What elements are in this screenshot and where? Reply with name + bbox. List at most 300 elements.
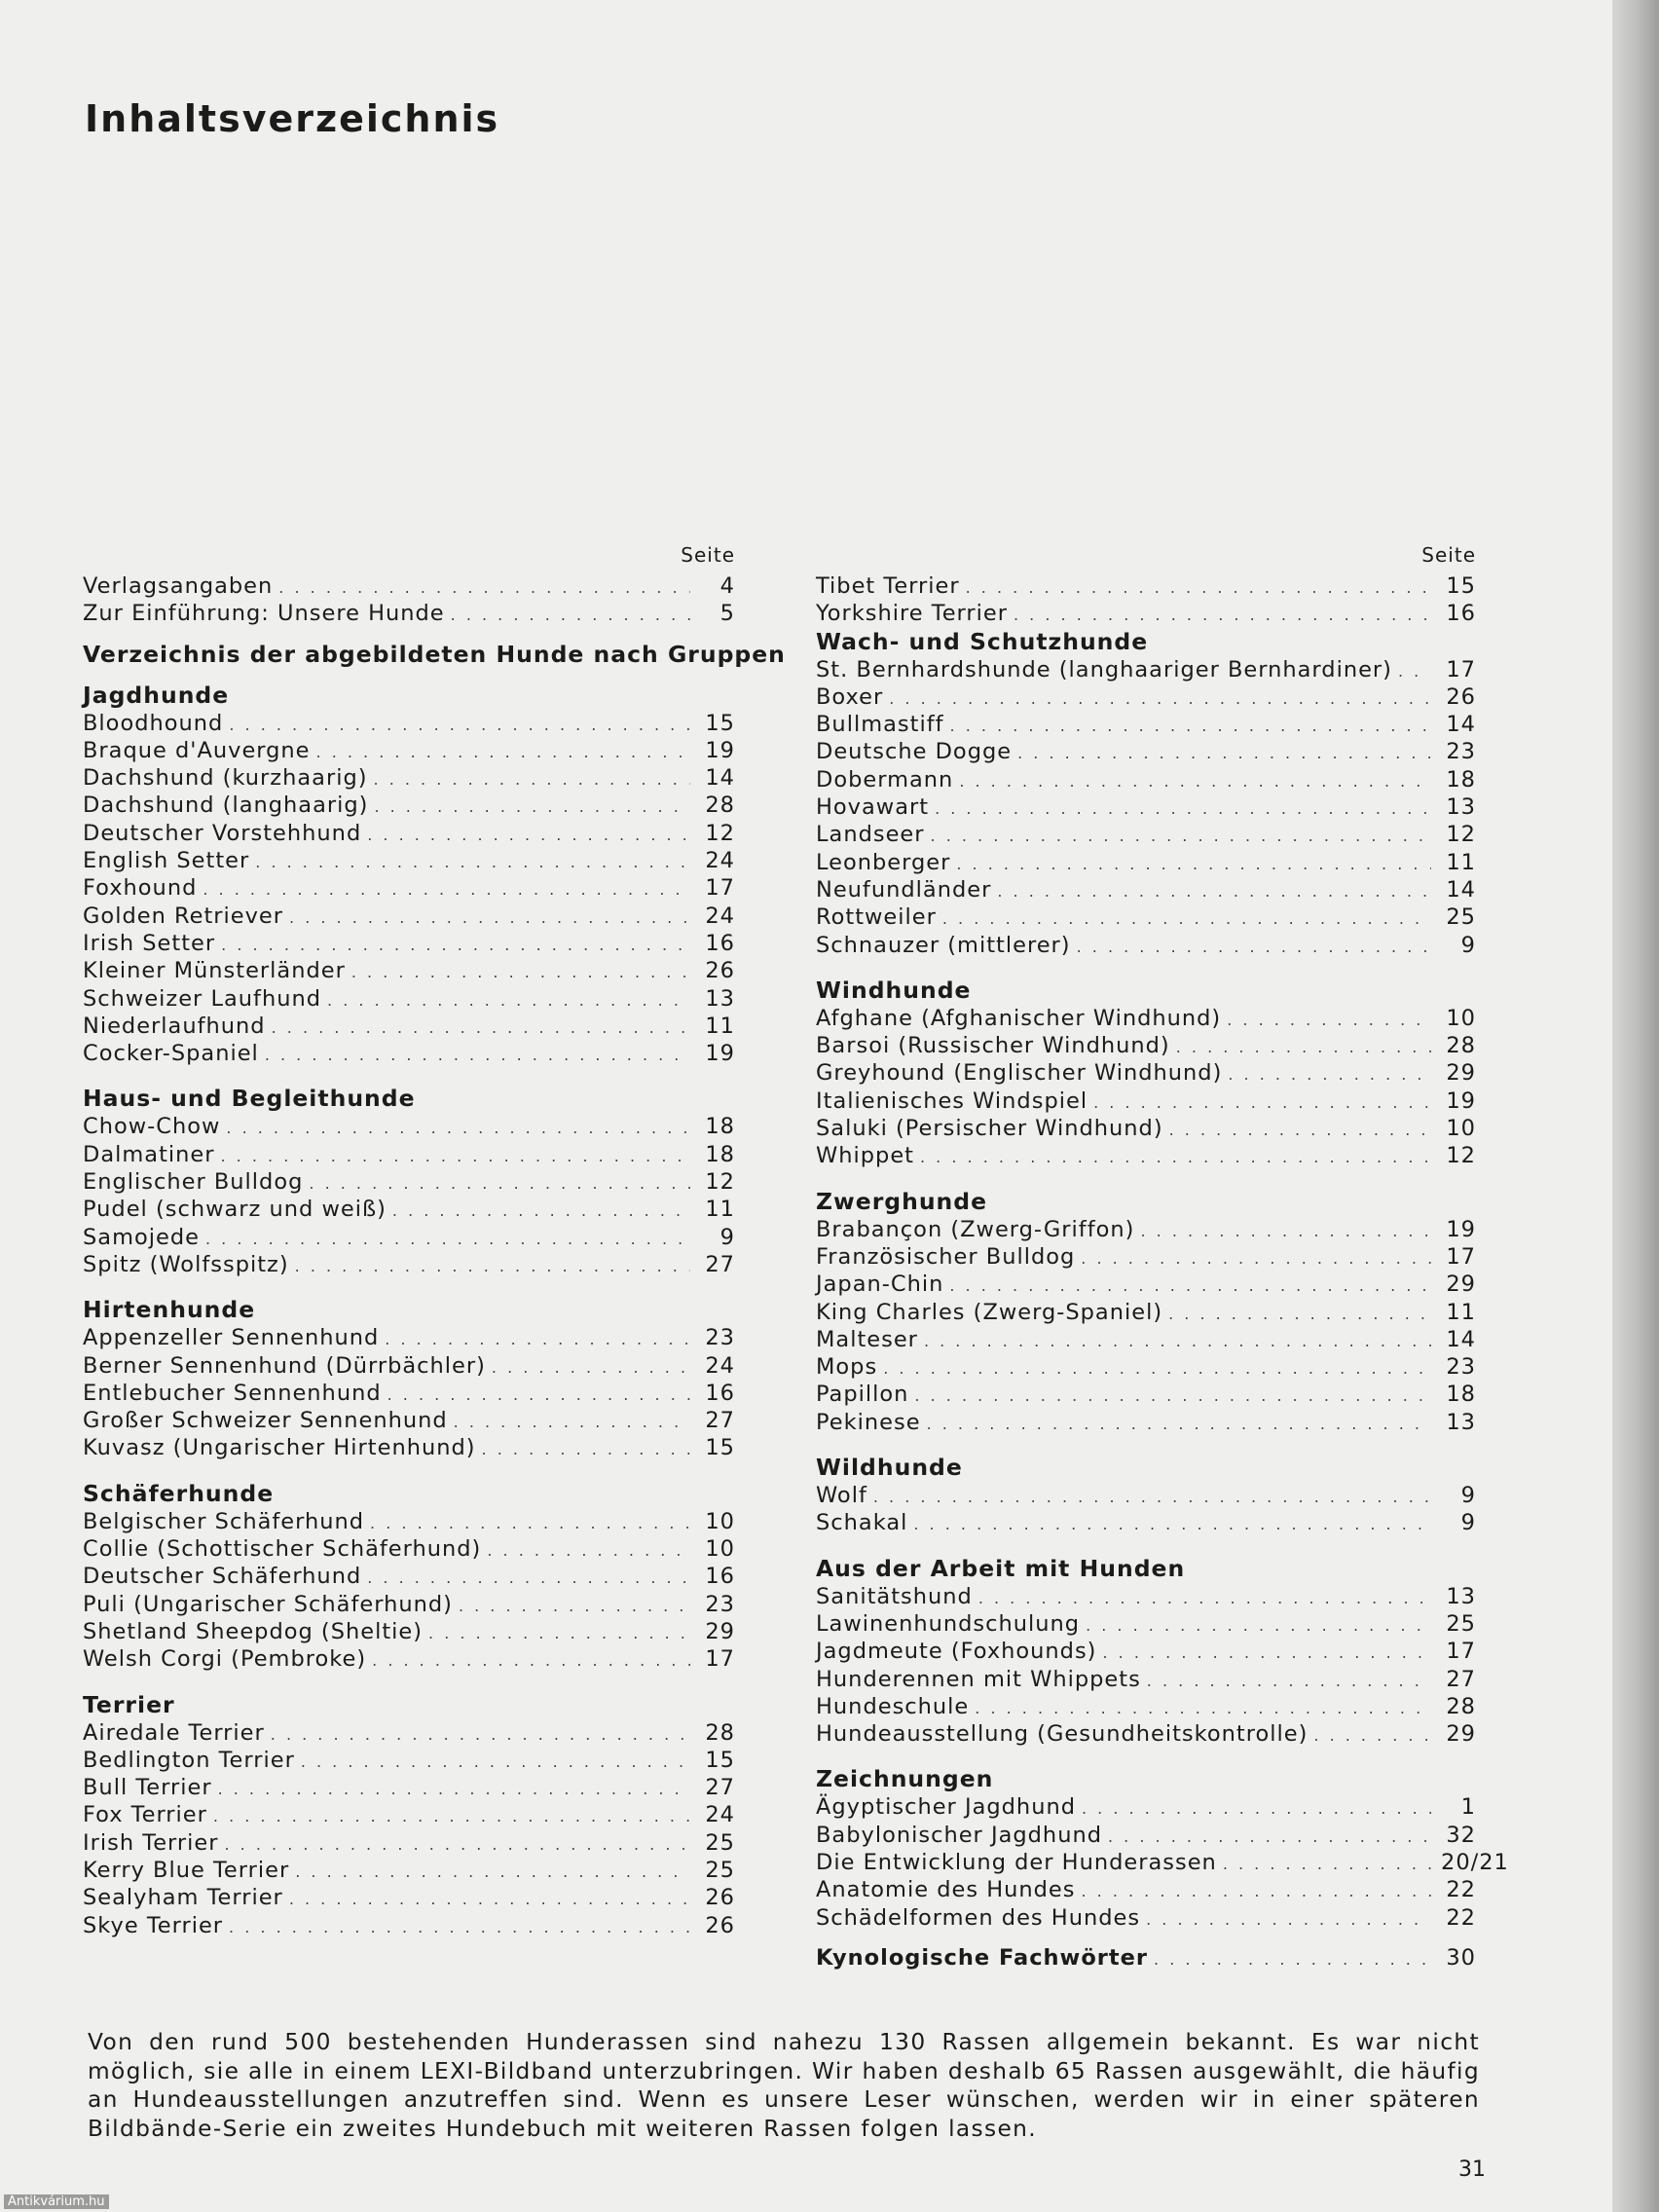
leader-dots [374, 766, 690, 793]
leader-dots [370, 1510, 690, 1537]
leader-dots [914, 1382, 1431, 1410]
toc-entry-label: Braque d'Auvergne [83, 737, 311, 763]
toc-entry-label: Puli (Ungarischer Schäferhund) [83, 1591, 453, 1617]
toc-entry[interactable] [816, 1693, 1476, 1720]
leader-dots [1081, 1245, 1431, 1272]
toc-entry-page: 27 [705, 1251, 735, 1277]
toc-entry-label: Berner Sennenhund (Dürrbächler) [83, 1352, 486, 1379]
leader-dots [372, 1647, 690, 1675]
toc-entry-label: St. Bernhardshunde (langhaariger Bernhardiner) [816, 656, 1392, 682]
intro-list [83, 572, 735, 628]
toc-entry-page: 10 [705, 1536, 735, 1563]
toc-entry-label: Tibet Terrier [816, 573, 960, 599]
leader-dots [931, 823, 1431, 850]
toc-entry[interactable] [816, 1216, 1476, 1243]
toc-entry-label: Sealyham Terrier [83, 1885, 283, 1911]
toc-entry-label: Yorkshire Terrier [816, 601, 1008, 627]
toc-entry-label: Wolf [816, 1483, 867, 1509]
toc-entry-page: 17 [1446, 1243, 1476, 1270]
toc-entry-label: Hundeausstellung (Gesundheitskontrolle) [816, 1721, 1309, 1748]
toc-entry-label: Jagdmeute (Foxhounds) [816, 1639, 1097, 1665]
page-number: 31 [1458, 2157, 1486, 2182]
toc-entry-page: 29 [1446, 1721, 1476, 1748]
toc-entry-page: 12 [705, 1169, 735, 1196]
toc-entry-page: 22 [1446, 1904, 1476, 1931]
toc-entry[interactable] [83, 1801, 735, 1828]
toc-entry[interactable] [816, 656, 1476, 683]
toc-entry-page: 15 [705, 1747, 735, 1773]
toc-entry-page: 1 [1460, 1794, 1476, 1821]
toc-entry[interactable] [83, 874, 735, 902]
toc-entry[interactable] [83, 1618, 735, 1645]
leader-dots [1102, 1640, 1431, 1667]
toc-entry-label: Spitz (Wolfsspitz) [83, 1251, 289, 1277]
toc-entry[interactable] [83, 1141, 735, 1168]
toc-entry-page: 19 [705, 1041, 735, 1067]
toc-entry-label: King Charles (Zwerg-Spaniel) [816, 1299, 1163, 1325]
toc-entry[interactable] [816, 1720, 1476, 1748]
leader-dots [1169, 1117, 1431, 1144]
leader-dots [316, 739, 690, 766]
toc-entry[interactable] [816, 1509, 1476, 1536]
toc-entry[interactable] [83, 1912, 735, 1939]
leader-dots [1014, 602, 1431, 629]
toc-entry-label: Belgischer Schäferhund [83, 1508, 365, 1534]
leader-dots [1176, 1034, 1431, 1061]
toc-entry-page: 28 [1446, 1033, 1476, 1059]
toc-entry[interactable] [816, 903, 1476, 931]
leader-dots [492, 1354, 690, 1382]
leader-dots [949, 1272, 1431, 1300]
toc-entry-page: 13 [1446, 1409, 1476, 1435]
leader-dots [482, 1436, 690, 1463]
toc-entry[interactable] [83, 1407, 735, 1434]
toc-entry-page: 12 [1446, 822, 1476, 848]
toc-entry-page: 24 [705, 1352, 735, 1379]
toc-entry-label: Chow-Chow [83, 1114, 221, 1140]
leader-dots [1146, 1906, 1431, 1934]
toc-entry-label: Boxer [816, 683, 884, 710]
toc-entry-label: Italienisches Windspiel [816, 1088, 1088, 1114]
group-heading: Zwerghunde [816, 1187, 988, 1215]
toc-entry-label: Malteser [816, 1326, 918, 1352]
toc-entry[interactable] [83, 1857, 735, 1884]
toc-entry[interactable] [816, 849, 1476, 876]
toc-entry-page: 10 [705, 1508, 735, 1534]
toc-entry[interactable] [83, 710, 735, 737]
toc-entry[interactable] [83, 820, 735, 847]
toc-entry-page: 27 [1446, 1666, 1476, 1692]
toc-entry-label: Entlebucher Sennenhund [83, 1380, 382, 1406]
toc-entry-page: 16 [705, 1380, 735, 1406]
toc-entry-label: Landseer [816, 822, 925, 848]
toc-entry[interactable] [83, 1251, 735, 1278]
toc-entry-page: 24 [705, 1802, 735, 1828]
leader-dots [374, 793, 690, 821]
toc-entry[interactable] [83, 903, 735, 930]
toc-entry[interactable] [816, 876, 1476, 903]
toc-entry[interactable] [816, 932, 1476, 959]
leader-dots [327, 987, 690, 1014]
leader-dots [1086, 1612, 1431, 1640]
lead-list [816, 572, 1476, 628]
toc-entry[interactable] [816, 600, 1476, 627]
toc-entry-page: 11 [705, 1197, 735, 1223]
toc-entry-page: 14 [705, 765, 735, 792]
leader-dots [883, 1355, 1431, 1382]
leader-dots [309, 1170, 690, 1198]
toc-entry-label: Hunderennen mit Whippets [816, 1666, 1141, 1692]
toc-entry-page: 15 [705, 710, 735, 736]
leader-dots [278, 574, 690, 602]
toc-entry-label: Deutsche Dogge [816, 739, 1013, 765]
leader-dots [295, 1253, 690, 1280]
leader-dots [203, 876, 690, 903]
toc-entry[interactable] [83, 1535, 735, 1563]
toc-entry[interactable] [816, 1243, 1476, 1271]
leader-dots [225, 1831, 691, 1859]
leader-dots [218, 1776, 690, 1803]
toc-entry[interactable] [83, 600, 735, 627]
toc-entry[interactable] [816, 1326, 1476, 1353]
toc-entry[interactable] [83, 764, 735, 792]
toc-entry-label: Schweizer Laufhund [83, 985, 322, 1012]
group-heading: Schäferhunde [83, 1479, 275, 1507]
leader-dots [221, 932, 690, 959]
toc-entry[interactable] [816, 711, 1476, 738]
toc-entry-label: Bedlington Terrier [83, 1747, 295, 1773]
toc-entry[interactable] [816, 793, 1476, 821]
toc-entry-label: Schädelformen des Hundes [816, 1904, 1141, 1931]
toc-entry-label: Englischer Bulldog [83, 1169, 304, 1196]
toc-entry-label: English Setter [83, 848, 250, 874]
leader-dots [289, 1886, 690, 1913]
toc-entry-page: 9 [1460, 932, 1476, 958]
toc-entry-page: 24 [705, 903, 735, 929]
toc-entry-label: Kynologische Fachwörter [816, 1944, 1149, 1971]
toc-entry-label: Greyhound (Englischer Windhund) [816, 1060, 1223, 1087]
toc-entry-page: 15 [705, 1435, 735, 1461]
toc-entry-label: Kleiner Münsterländer [83, 958, 346, 984]
leader-dots [272, 1014, 690, 1042]
toc-entry[interactable] [816, 1142, 1476, 1169]
toc-entry-page: 17 [705, 875, 735, 902]
leader-dots [367, 1565, 690, 1592]
toc-entry[interactable] [816, 1666, 1476, 1693]
leader-dots [1081, 1878, 1431, 1905]
toc-entry[interactable] [816, 1793, 1476, 1821]
toc-entry-label: Appenzeller Sennenhund [83, 1325, 380, 1351]
right-groups [816, 627, 1509, 1932]
leader-dots [392, 1198, 690, 1225]
toc-entry-label: Cocker-Spaniel [83, 1041, 259, 1067]
toc-entry-page: 20/21 [1441, 1849, 1509, 1875]
toc-entry-page: 23 [705, 1325, 735, 1351]
toc-entry[interactable] [83, 957, 735, 984]
toc-entry-label: Golden Retriever [83, 903, 284, 929]
toc-entry-page: 25 [1446, 904, 1476, 931]
toc-entry-page: 9 [719, 1224, 735, 1250]
toc-entry[interactable] [816, 1299, 1476, 1326]
toc-entry-page: 10 [1446, 1116, 1476, 1142]
leader-dots [1108, 1824, 1431, 1851]
toc-entry[interactable] [83, 1013, 735, 1040]
toc-entry-page: 13 [1446, 1583, 1476, 1609]
leader-dots [935, 795, 1431, 823]
toc-entry-label: Foxhound [83, 875, 198, 902]
toc-entry-label: Großer Schweizer Sennenhund [83, 1408, 448, 1434]
toc-entry[interactable] [83, 1884, 735, 1911]
toc-entry[interactable] [816, 1876, 1476, 1903]
group-heading: Wach- und Schutzhunde [816, 627, 1149, 655]
leader-dots [205, 1226, 690, 1253]
toc-entry[interactable] [816, 1088, 1476, 1115]
leader-dots [487, 1537, 690, 1565]
toc-entry-label: Pudel (schwarz und weiß) [83, 1197, 387, 1223]
toc-entry[interactable] [83, 1113, 735, 1140]
toc-entry-page: 27 [705, 1775, 735, 1801]
toc-entry-page: 25 [705, 1829, 735, 1856]
toc-entry[interactable] [816, 1005, 1476, 1032]
leader-dots [873, 1484, 1431, 1511]
toc-entry[interactable] [83, 1591, 735, 1618]
group-heading: Windhunde [816, 976, 972, 1004]
toc-entry[interactable] [816, 1638, 1476, 1665]
toc-entry-label: Papillon [816, 1382, 909, 1408]
toc-entry-page: 10 [1446, 1005, 1476, 1031]
toc-entry[interactable] [83, 737, 735, 764]
toc-entry[interactable] [83, 1829, 735, 1857]
toc-entry-label: Dachshund (kurzhaarig) [83, 765, 368, 792]
toc-entry-label: Bullmastiff [816, 712, 944, 738]
toc-entry[interactable] [816, 1583, 1476, 1610]
toc-entry[interactable] [816, 1904, 1476, 1932]
toc-entry-label: Französischer Bulldog [816, 1243, 1076, 1270]
toc-entry[interactable] [816, 1409, 1476, 1436]
leader-dots [1140, 1218, 1431, 1245]
toc-entry-label: Deutscher Schäferhund [83, 1564, 362, 1590]
leader-dots [1168, 1301, 1431, 1328]
toc-entry[interactable] [816, 1849, 1509, 1876]
toc-entry[interactable] [83, 1563, 735, 1590]
toc-entry-page: 19 [1446, 1088, 1476, 1114]
toc-entry-page: 19 [705, 737, 735, 763]
toc-entry[interactable] [83, 847, 735, 874]
toc-entry-page: 17 [1446, 1639, 1476, 1665]
leader-dots [428, 1620, 690, 1647]
toc-entry-page: 28 [705, 1719, 735, 1746]
leader-dots [1398, 658, 1431, 685]
toc-entry-page: 29 [705, 1618, 735, 1644]
toc-entry[interactable] [816, 1032, 1476, 1059]
toc-entry-page: 28 [1446, 1693, 1476, 1719]
toc-entry[interactable] [816, 1115, 1476, 1142]
toc-entry-page: 28 [705, 793, 735, 819]
leader-dots [913, 1511, 1431, 1538]
toc-entry-label: Bull Terrier [83, 1775, 212, 1801]
leader-dots [956, 851, 1431, 878]
leader-dots [889, 685, 1431, 713]
toc-entry[interactable] [83, 1324, 735, 1351]
leader-dots [385, 1326, 690, 1353]
toc-entry[interactable] [83, 572, 735, 600]
toc-entry-label: Sanitätshund [816, 1583, 973, 1609]
toc-entry-page: 26 [705, 958, 735, 984]
footnote: Von den rund 500 bestehenden Hunderassen sind nahezu 130 Rassen allgemein bekannt. Es war nicht möglich, sie alle in einem LEXI-Bildband unterzubringen. Wir haben deshalb 65 Rassen ausgewählt, die häufig an Hundeausstellungen anzutreffen sind. Wenn es unsere Leser wünschen, werden wir in einer späteren Bildbände-Serie ein zweites Hundebuch mit weiteren Rassen folgen lassen. [88, 2029, 1480, 2142]
toc-entry-label: Hundeschule [816, 1693, 970, 1719]
group-heading: Haus- und Begleithunde [83, 1085, 416, 1113]
toc-entry-page: 30 [1446, 1944, 1476, 1971]
toc-entry-label: Barsoi (Russischer Windhund) [816, 1033, 1170, 1059]
toc-entry-page: 14 [1446, 876, 1476, 903]
leader-dots [451, 602, 690, 629]
toc-entry-page: 14 [1446, 712, 1476, 738]
toc-entry-label: Schakal [816, 1510, 908, 1536]
toc-entry-page: 5 [719, 601, 735, 627]
toc-entry-label: Zur Einführung: Unsere Hunde [83, 601, 445, 627]
leader-dots [927, 1411, 1431, 1438]
toc-entry[interactable] [816, 683, 1476, 711]
toc-entry-page: 9 [1460, 1483, 1476, 1509]
toc-entry-label: Irish Terrier [83, 1829, 219, 1856]
toc-entry[interactable] [816, 738, 1476, 765]
toc-entry-page: 26 [705, 1885, 735, 1911]
toc-entry-page: 9 [1460, 1510, 1476, 1536]
leader-dots [1077, 934, 1431, 961]
toc-entry[interactable] [83, 1719, 735, 1747]
toc-entry[interactable] [83, 1196, 735, 1223]
toc-entry[interactable] [83, 1434, 735, 1461]
toc-entry[interactable] [816, 1610, 1476, 1638]
toc-entry-label: Verlagsangaben [83, 573, 274, 599]
toc-entry-page: 11 [1446, 849, 1476, 875]
toc-entry-label: Leonberger [816, 849, 951, 875]
leader-dots [454, 1409, 690, 1436]
toc-entry-label: Anatomie des Hundes [816, 1877, 1076, 1903]
toc-entry-label: Hovawart [816, 794, 930, 821]
group-heading: Zeichnungen [816, 1765, 994, 1793]
group-heading: Wildhunde [816, 1454, 963, 1482]
group-heading: Hirtenhunde [83, 1296, 256, 1324]
group-heading: Aus der Arbeit mit Hunden [816, 1554, 1186, 1582]
toc-entry[interactable] [816, 1059, 1476, 1087]
toc-entry-page: 25 [705, 1857, 735, 1883]
leader-dots [1228, 1061, 1431, 1088]
toc-entry-label: Ägyptischer Jagdhund [816, 1794, 1076, 1821]
toc-entry-page: 17 [1446, 656, 1476, 682]
toc-entry[interactable] [816, 1381, 1476, 1408]
group-heading: Jagdhunde [83, 681, 230, 709]
toc-entry[interactable] [83, 1747, 735, 1774]
toc-entry-page: 11 [705, 1013, 735, 1039]
toc-entry-page: 27 [705, 1408, 735, 1434]
toc-entry[interactable] [83, 1508, 735, 1535]
leader-dots [924, 1328, 1431, 1355]
toc-entry-page: 26 [1446, 683, 1476, 710]
leader-dots [1147, 1668, 1431, 1695]
toc-entry[interactable] [83, 1168, 735, 1196]
toc-entry[interactable] [83, 1774, 735, 1801]
toc-entry[interactable] [816, 766, 1476, 793]
toc-entry[interactable] [816, 1822, 1476, 1849]
toc-entry-label: Bloodhound [83, 710, 224, 736]
leader-dots [1082, 1795, 1431, 1823]
toc-entry-page: 15 [1446, 573, 1476, 599]
toc-entry-page: 19 [1446, 1216, 1476, 1242]
toc-entry-page: 13 [705, 985, 735, 1012]
toc-entry-label: Samojede [83, 1224, 200, 1250]
toc-right-column [816, 543, 1509, 1972]
toc-entry-page: 13 [1446, 794, 1476, 821]
toc-entry-page: 23 [705, 1591, 735, 1617]
toc-entry-label: Neufundländer [816, 876, 992, 903]
leader-dots [978, 1585, 1431, 1612]
leader-dots [351, 959, 690, 986]
toc-entry-page: 14 [1446, 1326, 1476, 1352]
toc-entry-label: Schnauzer (mittlerer) [816, 932, 1071, 958]
toc-entry-label: Babylonischer Jagdhund [816, 1822, 1102, 1848]
leader-dots [271, 1721, 690, 1749]
leader-dots [1017, 740, 1431, 767]
leader-dots [997, 878, 1431, 905]
toc-entry[interactable] [83, 1224, 735, 1251]
toc-entry[interactable] [816, 1482, 1476, 1509]
leader-dots [229, 1914, 690, 1941]
toc-entry-label: Collie (Schottischer Schäferhund) [83, 1536, 482, 1563]
leader-dots [301, 1749, 690, 1776]
toc-entry-page: 29 [1446, 1060, 1476, 1087]
toc-entry[interactable] [83, 1380, 735, 1407]
toc-entry[interactable] [83, 985, 735, 1013]
toc-entry-label: Mops [816, 1354, 878, 1381]
toc-entry[interactable] [83, 930, 735, 957]
toc-entry-page: 16 [705, 1564, 735, 1590]
toc-entry-page: 16 [1446, 601, 1476, 627]
toc-entry-page: 18 [705, 1141, 735, 1167]
leader-dots [1223, 1851, 1431, 1878]
leader-dots [367, 822, 690, 849]
toc-entry-page: 29 [1446, 1272, 1476, 1298]
page-edge [1612, 0, 1659, 2212]
leader-dots [387, 1382, 690, 1409]
toc-entry-label: Airedale Terrier [83, 1719, 265, 1746]
toc-entry-page: 24 [705, 848, 735, 874]
seite-header-left: Seite [681, 543, 735, 567]
leader-dots [950, 713, 1431, 740]
toc-entry-label: Welsh Corgi (Pembroke) [83, 1646, 367, 1673]
toc-entry-label: Dachshund (langhaarig) [83, 793, 369, 819]
toc-entry-label: Deutscher Vorstehhund [83, 820, 362, 846]
toc-entry[interactable] [816, 1353, 1476, 1381]
toc-entry-page: 23 [1446, 739, 1476, 765]
leader-dots [295, 1859, 690, 1886]
toc-entry-page: 16 [705, 930, 735, 956]
toc-entry[interactable] [83, 1040, 735, 1067]
toc-entry[interactable] [816, 821, 1476, 848]
toc-entry[interactable] [83, 1352, 735, 1380]
toc-entry-label: Lawinenhundschulung [816, 1610, 1081, 1637]
toc-entry[interactable] [83, 1645, 735, 1673]
toc-entry-kynologische-fachwoerter[interactable] [816, 1944, 1476, 1972]
leader-dots [920, 1144, 1431, 1171]
toc-entry-page: 25 [1446, 1610, 1476, 1637]
toc-entry[interactable] [816, 572, 1476, 600]
toc-entry[interactable] [816, 1271, 1476, 1298]
toc-entry[interactable] [83, 792, 735, 819]
watermark: Antikvárium.hu [4, 2194, 109, 2209]
toc-entry-page: 22 [1446, 1877, 1476, 1903]
leader-dots [265, 1042, 690, 1069]
